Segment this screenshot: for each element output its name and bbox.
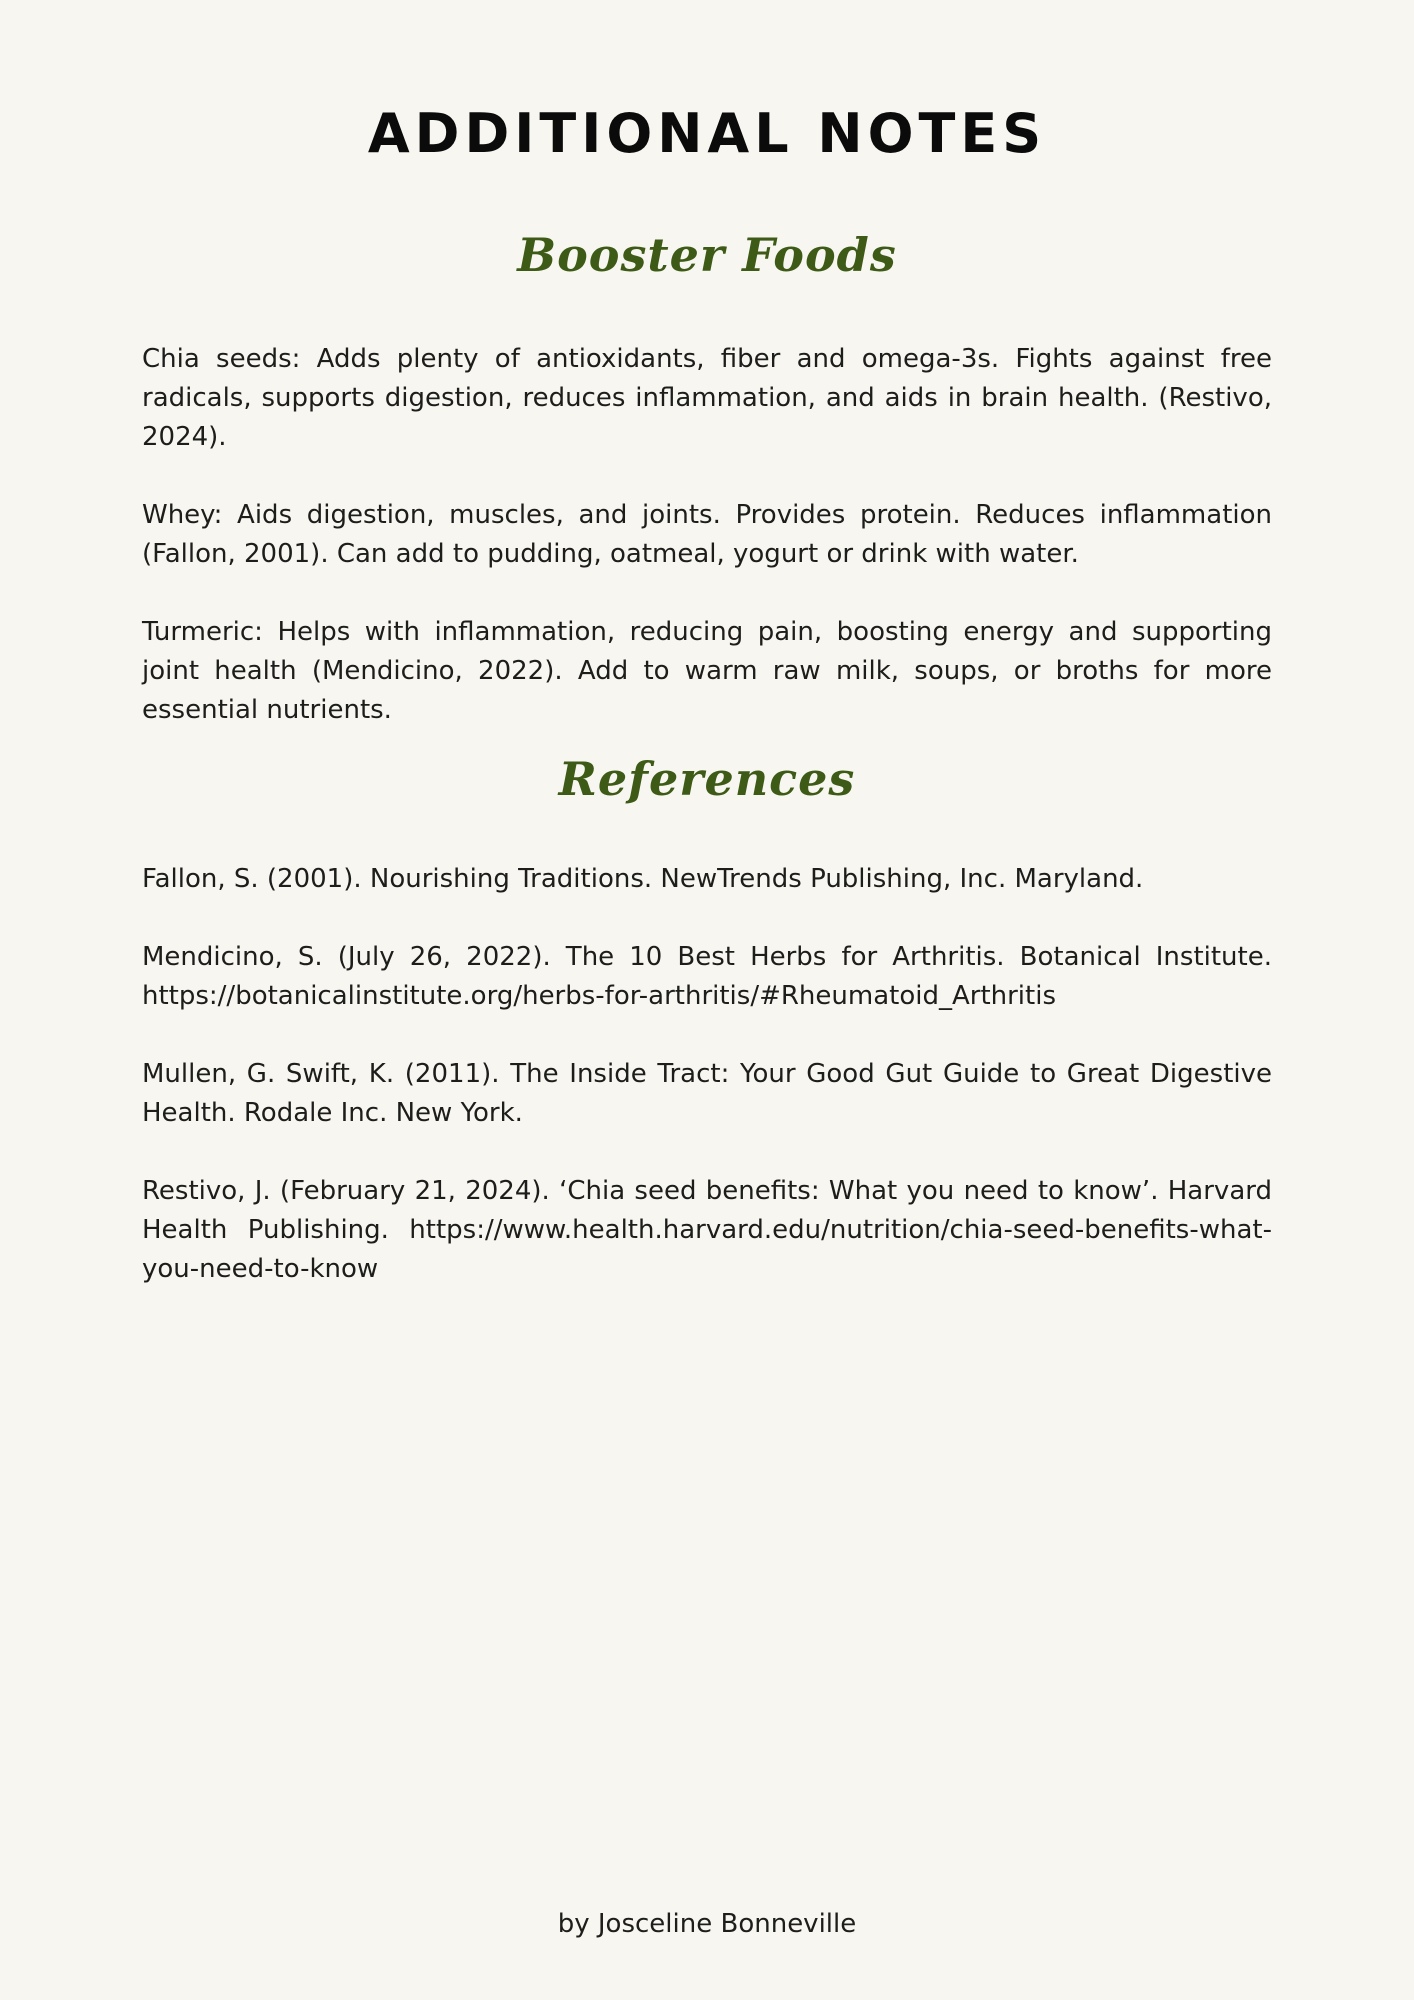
booster-foods-heading: Booster Foods xyxy=(517,228,897,282)
reference-item-restivo: Restivo, J. (February 21, 2024). ‘Chia seed benefits: What you need to know’. Harvard Health Publishing. https://www.health.harvard.edu/nutrition/chia-seed-benefits-what-you-need-to-know xyxy=(142,1176,1272,1284)
references-list xyxy=(142,860,1272,1328)
booster-item-whey: Whey: Aids digestion, muscles, and joints. Provides protein. Reduces inflammation (Fallon, 2001). Can add to pudding, oatmeal, yogurt or drink with water. xyxy=(142,500,1272,569)
footer-author: by Josceline Bonneville xyxy=(557,1909,857,1939)
reference-item-fallon: Fallon, S. (2001). Nourishing Traditions. NewTrends Publishing, Inc. Maryland. xyxy=(142,864,1144,894)
booster-item-chia-seeds: Chia seeds: Adds plenty of antioxidants, fiber and omega-3s. Fights against free radicals, supports digestion, reduces inflammation, and aids in brain health. (Restivo, 2024). xyxy=(142,344,1272,452)
booster-item-turmeric: Turmeric: Helps with inflammation, reducing pain, boosting energy and supporting joint health (Mendicino, 2022). Add to warm raw milk, soups, or broths for more essential nutrients. xyxy=(142,617,1272,725)
booster-foods-list xyxy=(142,340,1272,769)
references-heading: References xyxy=(558,752,856,806)
reference-item-mullen: Mullen, G. Swift, K. (2011). The Inside Tract: Your Good Gut Guide to Great Digestive Health. Rodale Inc. New York. xyxy=(142,1059,1272,1128)
reference-item-mendicino: Mendicino, S. (July 26, 2022). The 10 Best Herbs for Arthritis. Botanical Institute. https://botanicalinstitute.org/herbs-for-arthritis/#Rheumatoid_Arthritis xyxy=(142,942,1272,1011)
page-title: ADDITIONAL NOTES xyxy=(367,102,1047,165)
